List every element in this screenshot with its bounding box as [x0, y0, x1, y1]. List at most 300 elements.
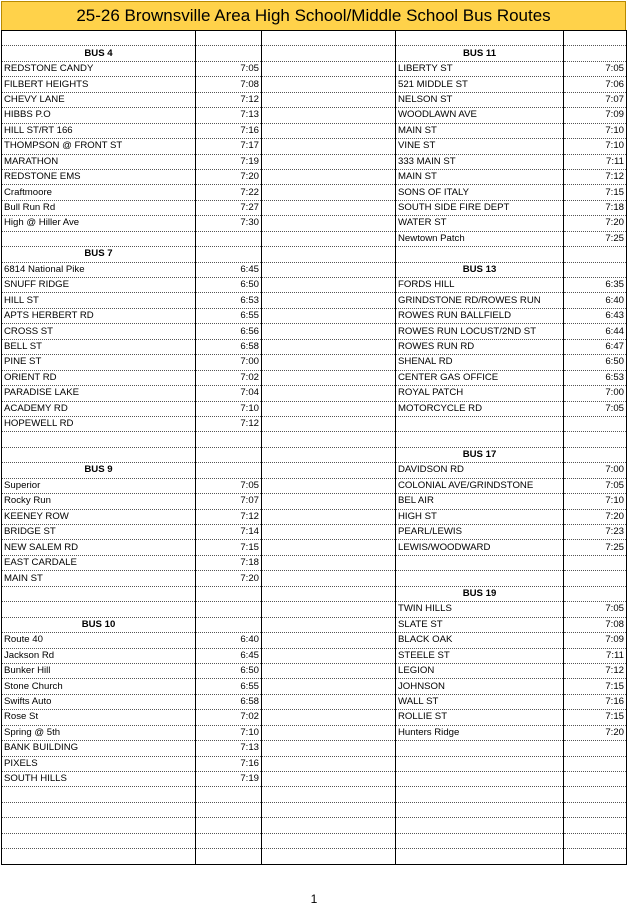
table-row: [2, 185, 627, 200]
stop-time: 7:13: [196, 741, 262, 756]
table-row: [2, 679, 627, 694]
stop-name: [396, 571, 564, 586]
stop-name: BELL ST: [2, 339, 196, 354]
table-row: [2, 139, 627, 154]
bus-header: BUS 4: [2, 46, 196, 61]
stop-name: MAIN ST: [396, 123, 564, 138]
empty-cell: [196, 617, 262, 632]
column-gap: [262, 247, 396, 262]
stop-time: 7:20: [564, 725, 627, 740]
table-row: [2, 154, 627, 169]
column-gap: [262, 586, 396, 601]
stop-name: Superior: [2, 478, 196, 493]
column-gap: [262, 679, 396, 694]
stop-time: [196, 231, 262, 246]
page-number: 1: [310, 892, 318, 906]
table-row: [2, 108, 627, 123]
stop-time: 7:20: [564, 216, 627, 231]
stop-time: [196, 818, 262, 833]
column-gap: [262, 571, 396, 586]
stop-time: 7:25: [564, 231, 627, 246]
stop-time: 7:05: [196, 61, 262, 76]
column-gap: [262, 447, 396, 462]
stop-name: REDSTONE CANDY: [2, 61, 196, 76]
stop-time: [564, 416, 627, 431]
column-gap: [262, 61, 396, 76]
stop-time: 7:16: [196, 756, 262, 771]
stop-name: 6814 National Pike: [2, 262, 196, 277]
table-row: [2, 416, 627, 431]
stop-name: [396, 416, 564, 431]
stop-time: 7:11: [564, 154, 627, 169]
empty-cell: [564, 46, 627, 61]
stop-time: 6:53: [196, 293, 262, 308]
stop-time: 7:15: [564, 710, 627, 725]
table-row: [2, 725, 627, 740]
stop-name: LEWIS/WOODWARD: [396, 540, 564, 555]
column-gap: [262, 231, 396, 246]
column-gap: [262, 77, 396, 92]
stop-time: 6:55: [196, 679, 262, 694]
table-row: [2, 694, 627, 709]
stop-time: 7:10: [196, 725, 262, 740]
stop-name: Bull Run Rd: [2, 200, 196, 215]
stop-name: SOUTH SIDE FIRE DEPT: [396, 200, 564, 215]
page-title: [1, 1, 626, 31]
column-gap: [262, 663, 396, 678]
empty-cell: [196, 46, 262, 61]
stop-time: [564, 818, 627, 833]
stop-time: 6:40: [564, 293, 627, 308]
stop-name: SLATE ST: [396, 617, 564, 632]
stop-time: [564, 787, 627, 802]
table-row: [2, 602, 627, 617]
table-row: [2, 231, 627, 246]
stop-name: ORIENT RD: [2, 370, 196, 385]
stop-time: 7:02: [196, 370, 262, 385]
table-row: [2, 355, 627, 370]
stop-name: Jackson Rd: [2, 648, 196, 663]
stop-time: 7:10: [564, 139, 627, 154]
table-row: [2, 833, 627, 848]
stop-time: 7:08: [196, 77, 262, 92]
column-gap: [262, 463, 396, 478]
stop-name: GRINDSTONE RD/ROWES RUN: [396, 293, 564, 308]
stop-time: 7:27: [196, 200, 262, 215]
stop-time: 6:35: [564, 278, 627, 293]
stop-name: WATER ST: [396, 216, 564, 231]
column-gap: [262, 478, 396, 493]
bus-header: BUS 7: [2, 247, 196, 262]
stop-time: [196, 602, 262, 617]
stop-time: 7:07: [196, 494, 262, 509]
stop-time: 7:20: [564, 509, 627, 524]
stop-name: ROYAL PATCH: [396, 386, 564, 401]
stop-time: [564, 756, 627, 771]
stop-time: 7:05: [196, 478, 262, 493]
bus-route-table: [1, 30, 627, 865]
column-gap: [262, 725, 396, 740]
table-row: [2, 525, 627, 540]
stop-name: High @ Hiller Ave: [2, 216, 196, 231]
stop-time: [564, 555, 627, 570]
stop-name: [396, 432, 564, 447]
stop-time: [196, 833, 262, 848]
column-gap: [262, 509, 396, 524]
column-gap: [262, 31, 396, 46]
table-row: [2, 293, 627, 308]
stop-time: 7:16: [564, 694, 627, 709]
table-row: [2, 818, 627, 833]
stop-name: [2, 787, 196, 802]
stop-name: [396, 818, 564, 833]
table-row: [2, 123, 627, 138]
stop-time: 7:22: [196, 185, 262, 200]
stop-time: 7:05: [564, 602, 627, 617]
stop-time: 7:06: [564, 77, 627, 92]
table-row: [2, 540, 627, 555]
table-row: [2, 262, 627, 277]
stop-name: ACADEMY RD: [2, 401, 196, 416]
table-row: [2, 772, 627, 787]
table-row: [2, 77, 627, 92]
column-gap: [262, 694, 396, 709]
stop-time: [564, 772, 627, 787]
stop-time: [196, 586, 262, 601]
stop-time: 6:43: [564, 308, 627, 323]
stop-name: ROLLIE ST: [396, 710, 564, 725]
stop-time: 7:20: [196, 571, 262, 586]
stop-time: [196, 31, 262, 46]
stop-name: BLACK OAK: [396, 633, 564, 648]
column-gap: [262, 432, 396, 447]
table-row: [2, 494, 627, 509]
stop-name: Rose St: [2, 710, 196, 725]
column-gap: [262, 46, 396, 61]
stop-time: [196, 432, 262, 447]
stop-name: HILL ST/RT 166: [2, 123, 196, 138]
stop-name: [2, 602, 196, 617]
stop-time: 6:50: [196, 278, 262, 293]
table-row: [2, 278, 627, 293]
column-gap: [262, 525, 396, 540]
bus-header: BUS 19: [396, 586, 564, 601]
stop-time: 7:13: [196, 108, 262, 123]
stop-time: 6:53: [564, 370, 627, 385]
column-gap: [262, 494, 396, 509]
empty-cell: [196, 247, 262, 262]
bus-header: BUS 11: [396, 46, 564, 61]
stop-name: BANK BUILDING: [2, 741, 196, 756]
stop-time: 7:00: [564, 463, 627, 478]
stop-name: [2, 818, 196, 833]
stop-time: 7:08: [564, 617, 627, 632]
stop-name: BRIDGE ST: [2, 525, 196, 540]
stop-time: 7:00: [196, 355, 262, 370]
stop-time: 7:23: [564, 525, 627, 540]
stop-name: PEARL/LEWIS: [396, 525, 564, 540]
column-gap: [262, 200, 396, 215]
stop-time: 7:17: [196, 139, 262, 154]
stop-time: 7:09: [564, 633, 627, 648]
stop-name: NELSON ST: [396, 92, 564, 107]
stop-name: PINE ST: [2, 355, 196, 370]
stop-name: HOPEWELL RD: [2, 416, 196, 431]
stop-name: ROWES RUN RD: [396, 339, 564, 354]
stop-name: ROWES RUN BALLFIELD: [396, 308, 564, 323]
stop-name: VINE ST: [396, 139, 564, 154]
stop-name: [396, 247, 564, 262]
column-gap: [262, 802, 396, 817]
stop-name: WOODLAWN AVE: [396, 108, 564, 123]
stop-name: Swifts Auto: [2, 694, 196, 709]
column-gap: [262, 355, 396, 370]
column-gap: [262, 154, 396, 169]
stop-name: MOTORCYCLE RD: [396, 401, 564, 416]
column-gap: [262, 324, 396, 339]
table-row: [2, 463, 627, 478]
stop-name: PARADISE LAKE: [2, 386, 196, 401]
stop-time: 7:10: [564, 123, 627, 138]
stop-name: CROSS ST: [2, 324, 196, 339]
stop-name: HIBBS P.O: [2, 108, 196, 123]
stop-name: [2, 231, 196, 246]
stop-name: APTS HERBERT RD: [2, 308, 196, 323]
table-row: [2, 571, 627, 586]
stop-name: [2, 849, 196, 864]
empty-cell: [196, 463, 262, 478]
table-row: [2, 787, 627, 802]
stop-time: [564, 849, 627, 864]
stop-name: 521 MIDDLE ST: [396, 77, 564, 92]
stop-time: 7:15: [564, 185, 627, 200]
stop-name: MAIN ST: [2, 571, 196, 586]
stop-name: TWIN HILLS: [396, 602, 564, 617]
stop-time: 7:10: [196, 401, 262, 416]
column-gap: [262, 617, 396, 632]
stop-name: [396, 772, 564, 787]
stop-time: 7:12: [196, 509, 262, 524]
page-title-text: 25-26 Brownsville Area High School/Middle School Bus Routes: [76, 6, 551, 25]
column-gap: [262, 787, 396, 802]
table-row: [2, 633, 627, 648]
table-row: [2, 247, 627, 262]
stop-time: 7:25: [564, 540, 627, 555]
stop-time: 6:58: [196, 339, 262, 354]
stop-name: SNUFF RIDGE: [2, 278, 196, 293]
stop-name: HILL ST: [2, 293, 196, 308]
stop-name: FORDS HILL: [396, 278, 564, 293]
stop-time: [564, 833, 627, 848]
table-row: [2, 432, 627, 447]
empty-cell: [564, 447, 627, 462]
stop-name: [2, 586, 196, 601]
stop-name: DAVIDSON RD: [396, 463, 564, 478]
stop-name: CENTER GAS OFFICE: [396, 370, 564, 385]
table-row: [2, 849, 627, 864]
stop-time: [196, 447, 262, 462]
column-gap: [262, 278, 396, 293]
column-gap: [262, 818, 396, 833]
table-row: [2, 370, 627, 385]
column-gap: [262, 416, 396, 431]
stop-name: [396, 833, 564, 848]
column-gap: [262, 555, 396, 570]
column-gap: [262, 139, 396, 154]
table-row: [2, 617, 627, 632]
stop-name: COLONIAL AVE/GRINDSTONE: [396, 478, 564, 493]
table-row: [2, 478, 627, 493]
table-row: [2, 339, 627, 354]
stop-time: 6:58: [196, 694, 262, 709]
stop-name: Rocky Run: [2, 494, 196, 509]
column-gap: [262, 772, 396, 787]
column-gap: [262, 123, 396, 138]
table-row: [2, 200, 627, 215]
column-gap: [262, 370, 396, 385]
stop-time: [196, 802, 262, 817]
stop-name: [396, 849, 564, 864]
stop-name: WALL ST: [396, 694, 564, 709]
stop-name: Hunters Ridge: [396, 725, 564, 740]
table-row: [2, 710, 627, 725]
stop-name: SONS OF ITALY: [396, 185, 564, 200]
stop-time: [196, 787, 262, 802]
stop-name: [396, 741, 564, 756]
column-gap: [262, 633, 396, 648]
column-gap: [262, 293, 396, 308]
stop-name: EAST CARDALE: [2, 555, 196, 570]
table-row: [2, 169, 627, 184]
stop-time: 7:05: [564, 478, 627, 493]
stop-time: 7:02: [196, 710, 262, 725]
table-row: [2, 324, 627, 339]
table-row: [2, 555, 627, 570]
table-row: [2, 46, 627, 61]
stop-time: [196, 849, 262, 864]
stop-name: JOHNSON: [396, 679, 564, 694]
stop-name: HIGH ST: [396, 509, 564, 524]
table-row: [2, 586, 627, 601]
column-gap: [262, 741, 396, 756]
stop-name: STEELE ST: [396, 648, 564, 663]
empty-cell: [564, 262, 627, 277]
stop-name: THOMPSON @ FRONT ST: [2, 139, 196, 154]
bus-header: BUS 10: [2, 617, 196, 632]
column-gap: [262, 169, 396, 184]
stop-time: 7:12: [564, 663, 627, 678]
table-row: [2, 447, 627, 462]
column-gap: [262, 833, 396, 848]
stop-time: [564, 432, 627, 447]
stop-name: LEGION: [396, 663, 564, 678]
stop-time: 6:56: [196, 324, 262, 339]
stop-name: ROWES RUN LOCUST/2ND ST: [396, 324, 564, 339]
column-gap: [262, 401, 396, 416]
stop-name: SHENAL RD: [396, 355, 564, 370]
stop-name: Newtown Patch: [396, 231, 564, 246]
column-gap: [262, 339, 396, 354]
stop-name: REDSTONE EMS: [2, 169, 196, 184]
stop-time: 7:16: [196, 123, 262, 138]
stop-time: 7:11: [564, 648, 627, 663]
column-gap: [262, 216, 396, 231]
stop-time: 7:15: [196, 540, 262, 555]
column-gap: [262, 602, 396, 617]
stop-time: 7:05: [564, 61, 627, 76]
stop-time: 6:40: [196, 633, 262, 648]
stop-time: 6:44: [564, 324, 627, 339]
stop-time: 7:18: [196, 555, 262, 570]
stop-name: Stone Church: [2, 679, 196, 694]
column-gap: [262, 185, 396, 200]
stop-name: NEW SALEM RD: [2, 540, 196, 555]
empty-cell: [564, 586, 627, 601]
stop-name: Bunker Hill: [2, 663, 196, 678]
stop-name: [396, 756, 564, 771]
table-row: [2, 386, 627, 401]
stop-name: FILBERT HEIGHTS: [2, 77, 196, 92]
stop-name: PIXELS: [2, 756, 196, 771]
stop-name: 333 MAIN ST: [396, 154, 564, 169]
stop-time: [564, 571, 627, 586]
stop-time: 7:19: [196, 772, 262, 787]
table-row: [2, 61, 627, 76]
stop-name: [2, 447, 196, 462]
stop-time: 7:05: [564, 401, 627, 416]
stop-time: 6:55: [196, 308, 262, 323]
table-row: [2, 92, 627, 107]
stop-time: 7:12: [564, 169, 627, 184]
column-gap: [262, 540, 396, 555]
stop-time: 7:30: [196, 216, 262, 231]
stop-name: [2, 31, 196, 46]
bus-header: BUS 17: [396, 447, 564, 462]
stop-time: 7:14: [196, 525, 262, 540]
column-gap: [262, 108, 396, 123]
bus-header: BUS 9: [2, 463, 196, 478]
column-gap: [262, 386, 396, 401]
column-gap: [262, 849, 396, 864]
stop-time: 7:07: [564, 92, 627, 107]
table-row: [2, 741, 627, 756]
stop-time: 7:10: [564, 494, 627, 509]
stop-name: MARATHON: [2, 154, 196, 169]
stop-name: Route 40: [2, 633, 196, 648]
stop-time: 6:45: [196, 262, 262, 277]
stop-name: KEENEY ROW: [2, 509, 196, 524]
column-gap: [262, 648, 396, 663]
stop-name: [396, 555, 564, 570]
stop-time: 7:04: [196, 386, 262, 401]
stop-name: BEL AIR: [396, 494, 564, 509]
stop-time: 7:00: [564, 386, 627, 401]
table-row: [2, 756, 627, 771]
stop-time: 6:50: [564, 355, 627, 370]
stop-time: [564, 741, 627, 756]
stop-name: LIBERTY ST: [396, 61, 564, 76]
column-gap: [262, 92, 396, 107]
stop-name: Craftmoore: [2, 185, 196, 200]
column-gap: [262, 756, 396, 771]
stop-name: [2, 833, 196, 848]
stop-time: [564, 247, 627, 262]
stop-time: 7:12: [196, 92, 262, 107]
stop-name: [396, 31, 564, 46]
table-row: [2, 663, 627, 678]
stop-time: [564, 31, 627, 46]
stop-time: 7:18: [564, 200, 627, 215]
